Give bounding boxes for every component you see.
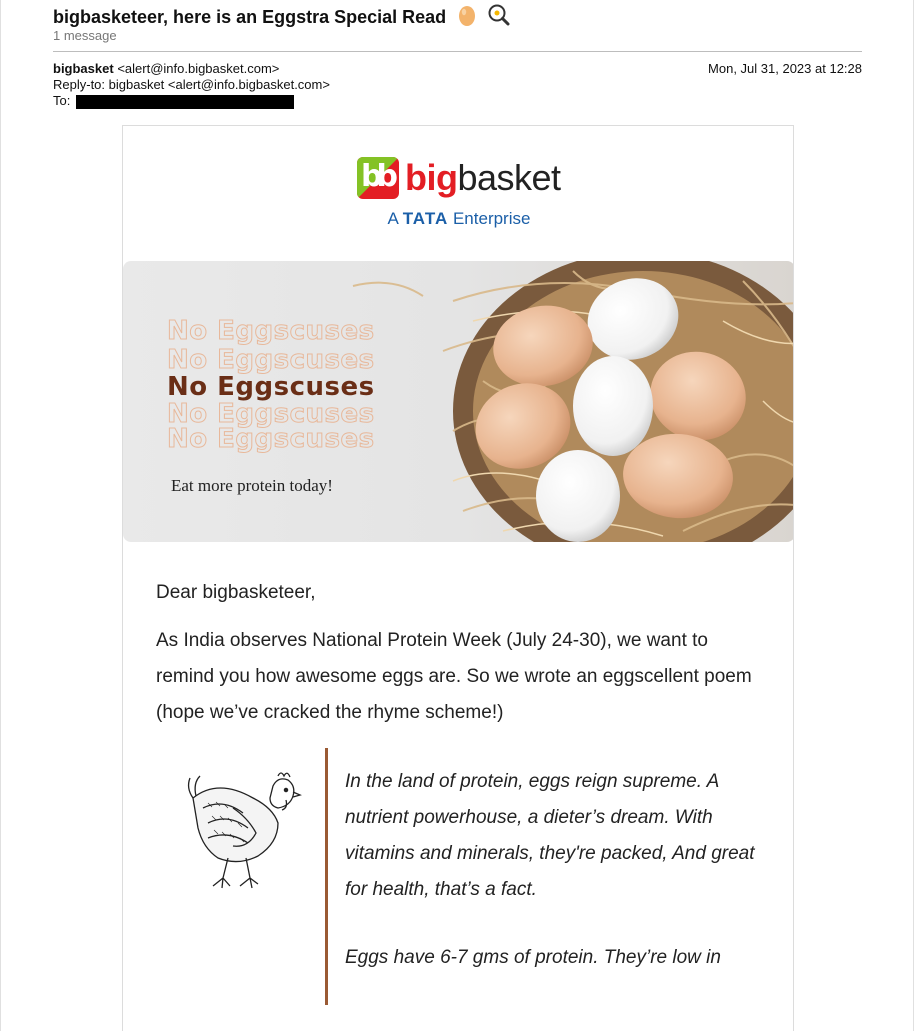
message-count: 1 message bbox=[53, 28, 117, 43]
page-edge bbox=[0, 0, 1, 1031]
intro-paragraph: As India observes National Protein Week (July 24-30), we want to remind you how awesome eggs are. So we wrote an eggscellent poem (hope we’ve cracked the rhyme scheme!) bbox=[156, 630, 752, 723]
egg-emoji-icon bbox=[457, 4, 477, 31]
logo-basket: basket bbox=[457, 157, 561, 198]
tata-tagline bbox=[123, 209, 794, 229]
tagline-a: A bbox=[387, 209, 398, 228]
promo-banner[interactable] bbox=[123, 261, 794, 542]
bigbasket-logo[interactable] bbox=[357, 156, 561, 200]
poem-stanza: In the land of protein, eggs reign supreme. A nutrient powerhouse, a dieter’s dream. With vitamins and minerals, they're packed, And great for health, that’s a fact. bbox=[345, 771, 755, 900]
redacted-recipient bbox=[76, 95, 294, 109]
poem-accent-bar bbox=[325, 748, 328, 1005]
greeting: Dear bigbasketeer, bbox=[156, 582, 316, 603]
poem-section bbox=[123, 748, 794, 1031]
banner-ghost-line: No Eggscuses bbox=[167, 399, 375, 429]
banner-ghost-line: No Eggscuses bbox=[167, 316, 375, 346]
banner-headline: No Eggscuses bbox=[167, 372, 375, 402]
subject-text: bigbasketeer, here is an Eggstra Special Read bbox=[53, 7, 447, 27]
banner-ghost-line: No Eggscuses bbox=[167, 345, 375, 375]
tagline-tata: TATA bbox=[402, 209, 449, 228]
email-subject bbox=[53, 4, 510, 31]
poem-stanza: Eggs have 6-7 gms of protein. They’re low in bbox=[345, 947, 721, 968]
sender-email[interactable]: <alert@info.bigbasket.com> bbox=[117, 61, 280, 76]
hen-icon bbox=[178, 768, 303, 893]
header-divider bbox=[53, 51, 862, 52]
bb-logo-icon: bb bbox=[357, 157, 399, 199]
sender-name: bigbasket bbox=[53, 61, 114, 76]
banner-subline: Eat more protein today! bbox=[171, 476, 333, 495]
logo-big: big bbox=[405, 157, 458, 198]
recipient-label: To: bbox=[53, 93, 71, 108]
frying-pan-icon bbox=[488, 4, 510, 31]
sender bbox=[53, 61, 279, 76]
banner-ghost-line: No Eggscuses bbox=[167, 424, 375, 454]
poem-text bbox=[345, 764, 755, 1008]
page-edge bbox=[913, 0, 914, 1031]
tagline-enterprise: Enterprise bbox=[452, 209, 531, 228]
sent-date: Mon, Jul 31, 2023 at 12:28 bbox=[708, 61, 862, 76]
email-body-card bbox=[122, 125, 794, 1031]
reply-to: Reply-to: bigbasket <alert@info.bigbasket.com> bbox=[53, 77, 330, 92]
logo-wordmark bbox=[405, 157, 561, 199]
